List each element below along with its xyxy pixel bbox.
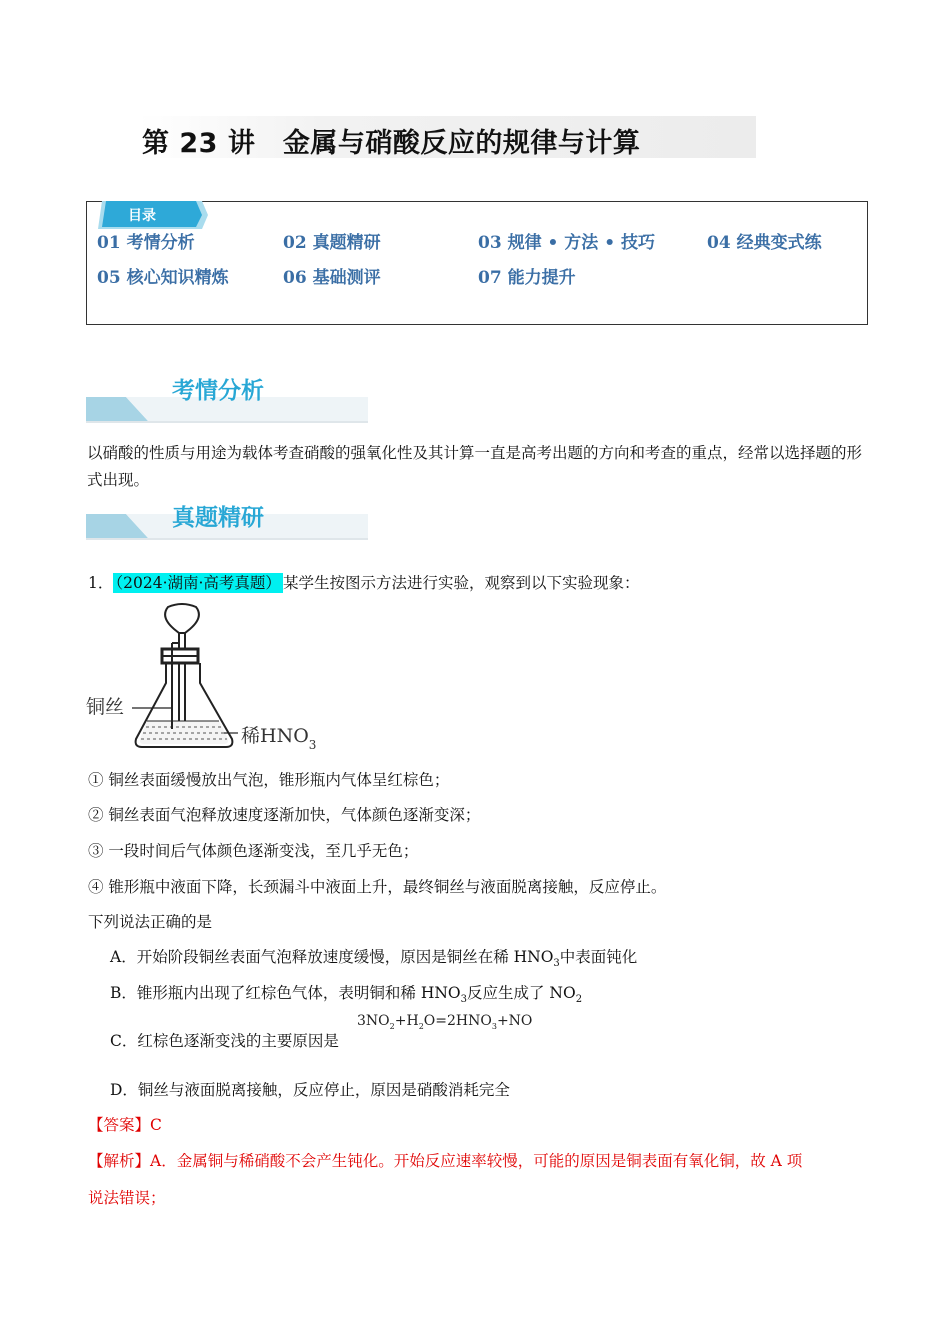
section-title-analysis: 考情分析 [172, 378, 264, 404]
answer-value: C [150, 1116, 162, 1134]
eq-part-2: +H [394, 1013, 419, 1029]
section-title-exam: 真题精研 [172, 505, 264, 531]
option-b-sub: 3 [460, 994, 467, 1006]
question-source-tag: （2024·湖南·高考真题） [115, 574, 281, 592]
figure-label-acid: 稀 [241, 725, 261, 747]
eq-sub-3: 3 [491, 1021, 497, 1031]
option-a-text: A．开始阶段铜丝表面气泡释放速度缓慢，原因是铜丝在稀 HNO [110, 948, 554, 966]
eq-part-4: +NO [496, 1013, 533, 1029]
question-stem-text: 某学生按图示方法进行实验，观察到以下实验现象： [282, 574, 640, 592]
analysis-label: 【解析】 [88, 1152, 151, 1170]
option-a-sub: 3 [553, 958, 560, 970]
eq-part-1: 3NO [357, 1013, 390, 1029]
question-stem [88, 571, 639, 593]
question-number: 1． [88, 574, 114, 592]
option-a[interactable] [110, 945, 637, 969]
option-b-text-mid: 反应生成了 NO [466, 984, 576, 1002]
toc-item-01[interactable]: 01 考情分析 [97, 233, 195, 253]
analysis-line-1 [88, 1149, 802, 1171]
option-a-text-end: 中表面钝化 [559, 948, 638, 966]
option-b-sub2: 2 [575, 994, 583, 1006]
toc-item-06[interactable]: 06 基础测评 [283, 268, 381, 288]
observation-4: ④ 锥形瓶中液面下降，长颈漏斗中液面上升，最终铜丝与液面脱离接触，反应停止。 [88, 878, 667, 896]
eq-part-3: O=2HNO [423, 1013, 492, 1029]
observation-2: ② 铜丝表面气泡释放速度逐渐加快，气体颜色逐渐变深； [88, 806, 481, 824]
toc-item-04[interactable]: 04 经典变式练 [707, 233, 822, 253]
page-title: 第 23 讲 金属与硝酸反应的规律与计算 [142, 128, 641, 159]
svg-text:稀HNO3 [241, 725, 316, 751]
toc-item-05[interactable]: 05 核心知识精炼 [97, 268, 229, 288]
figure-label-formula: HNO [260, 725, 309, 747]
eq-sub-1: 2 [389, 1021, 395, 1031]
option-c-equation [357, 1013, 532, 1031]
analysis-paragraph: 以硝酸的性质与用途为载体考查硝酸的强氧化性及其计算一直是高考出题的方向和考查的重点，经常以选择题的形式出现。 [87, 444, 863, 489]
toc-item-07[interactable]: 07 能力提升 [478, 268, 576, 288]
observation-3: ③ 一段时间后气体颜色逐渐变浅，至几乎无色； [88, 842, 419, 860]
analysis-text-1: A．金属铜与稀硝酸不会产生钝化。开始反应速率较慢，可能的原因是铜表面有氧化铜，故 A 项 [150, 1152, 803, 1170]
option-b-text: B．锥形瓶内出现了红棕色气体，表明铜和稀 HNO [110, 984, 461, 1002]
toc-item-03[interactable]: 03 规律 • 方法 • 技巧 [478, 233, 655, 253]
figure-label-sub: 3 [308, 738, 317, 751]
option-c-text: C．红棕色逐渐变浅的主要原因是 [110, 1032, 339, 1050]
eq-sub-2: 2 [418, 1021, 424, 1031]
observation-1: ① 铜丝表面缓慢放出气泡，锥形瓶内气体呈红棕色； [88, 771, 450, 789]
option-d[interactable]: D．铜丝与液面脱离接触，反应停止，原因是硝酸消耗完全 [110, 1081, 510, 1099]
answer-label: 【答案】 [88, 1116, 151, 1134]
option-c[interactable] [110, 1029, 339, 1051]
analysis-line-2: 说法错误； [88, 1189, 166, 1207]
flask-apparatus-figure [86, 603, 326, 751]
toc-tab-label: 目录 [128, 208, 156, 224]
toc-item-02[interactable]: 02 真题精研 [283, 233, 381, 253]
option-b[interactable] [110, 981, 582, 1005]
answer-line [88, 1113, 162, 1135]
figure-label-wire: 铜丝 [86, 696, 125, 718]
question-prompt: 下列说法正确的是 [88, 913, 213, 931]
